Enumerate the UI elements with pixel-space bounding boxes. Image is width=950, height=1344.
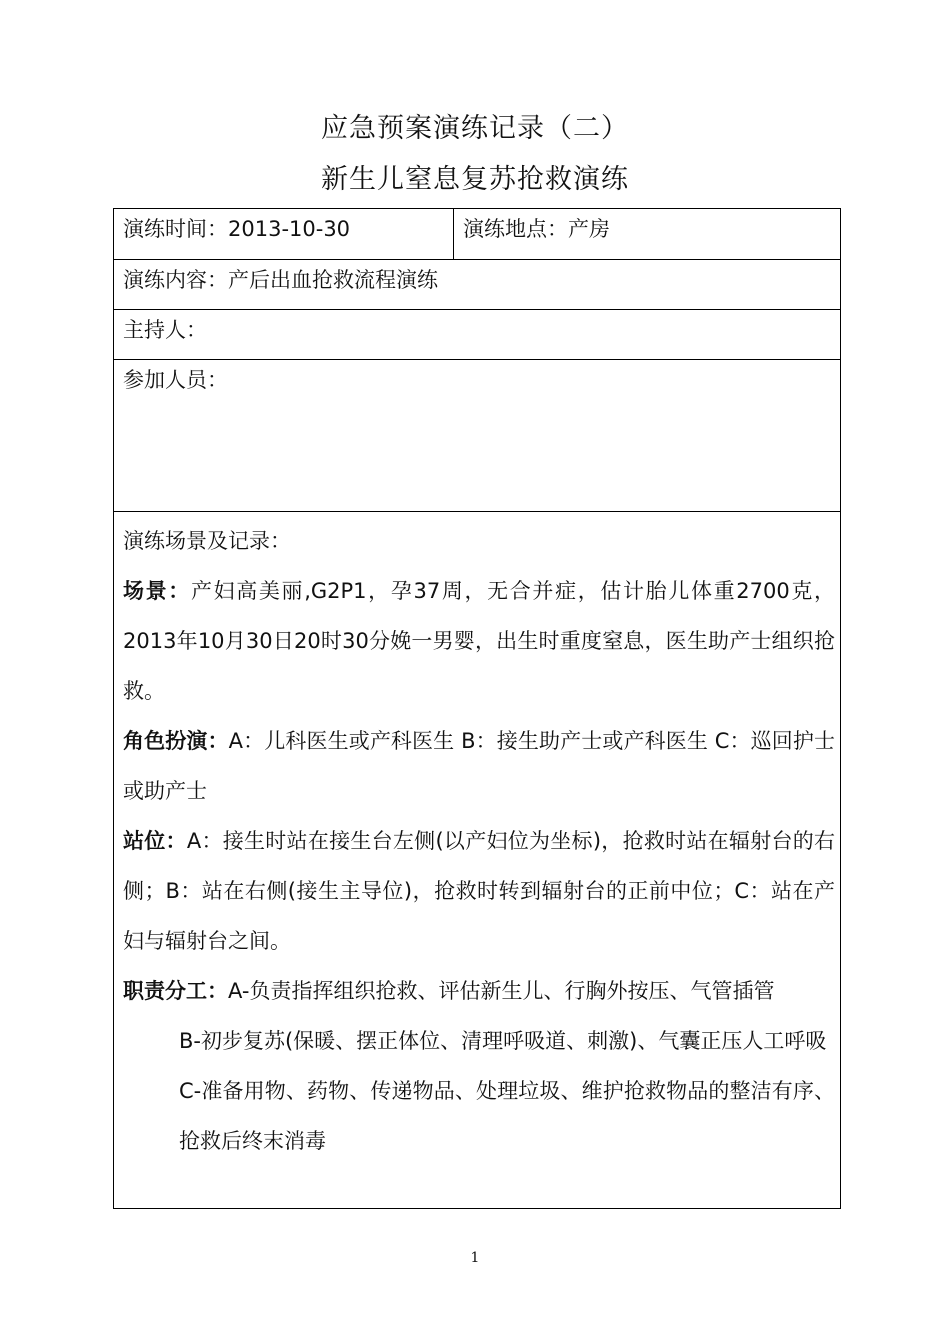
- position-paragraph: [123, 816, 835, 966]
- scene-label: 场景：: [123, 579, 191, 603]
- duty-paragraph: [123, 966, 835, 1016]
- duty-a-text: A-负责指挥组织抢救、评估新生儿、行胸外按压、气管插管: [228, 979, 775, 1003]
- participants-cell: 参加人员：: [123, 368, 228, 392]
- table-row-host: [114, 310, 840, 360]
- record-table: [113, 208, 841, 1209]
- table-row-content: [114, 260, 840, 310]
- table-row-record: [114, 512, 840, 1208]
- scene-record: [123, 516, 835, 1166]
- scene-paragraph: [123, 566, 835, 716]
- document-title: 应急预案演练记录（二）: [321, 113, 629, 144]
- host-cell: 主持人：: [123, 318, 207, 342]
- scene-text: 产妇高美丽,G2P1，孕37周，无合并症，估计胎儿体重2700克，2013年10月30日20时30分娩一男婴，出生时重度窒息，医生助产士组织抢救。: [123, 579, 836, 703]
- record-heading: 演练场景及记录：: [123, 529, 291, 553]
- role-text: A：儿科医生或产科医生 B：接生助产士或产科医生 C：巡回护士或助产士: [123, 729, 835, 803]
- drill-place-cell: 演练地点：产房: [463, 217, 610, 241]
- position-label: 站位：: [123, 829, 187, 853]
- duty-c-paragraph: C-准备用物、药物、传递物品、处理垃圾、维护抢救物品的整洁有序、抢救后终末消毒: [179, 1079, 835, 1153]
- table-row-time-place: [114, 209, 840, 260]
- drill-content-cell: 演练内容：产后出血抢救流程演练: [123, 268, 438, 292]
- page-number: 1: [470, 1250, 480, 1266]
- document-subtitle: 新生儿窒息复苏抢救演练: [321, 164, 629, 195]
- duty-label: 职责分工：: [123, 979, 228, 1003]
- table-row-participants: [114, 360, 840, 512]
- duty-b-paragraph: B-初步复苏(保暖、摆正体位、清理呼吸道、刺激)、气囊正压人工呼吸: [179, 1029, 827, 1053]
- role-paragraph: [123, 716, 835, 816]
- role-label: 角色扮演：: [123, 729, 229, 753]
- position-text: A：接生时站在接生台左侧(以产妇位为坐标)，抢救时站在辐射台的右侧；B：站在右侧(接生主导位)，抢救时转到辐射台的正前中位；C：站在产妇与辐射台之间。: [123, 829, 836, 953]
- drill-time-cell: 演练时间：2013-10-30: [114, 209, 454, 259]
